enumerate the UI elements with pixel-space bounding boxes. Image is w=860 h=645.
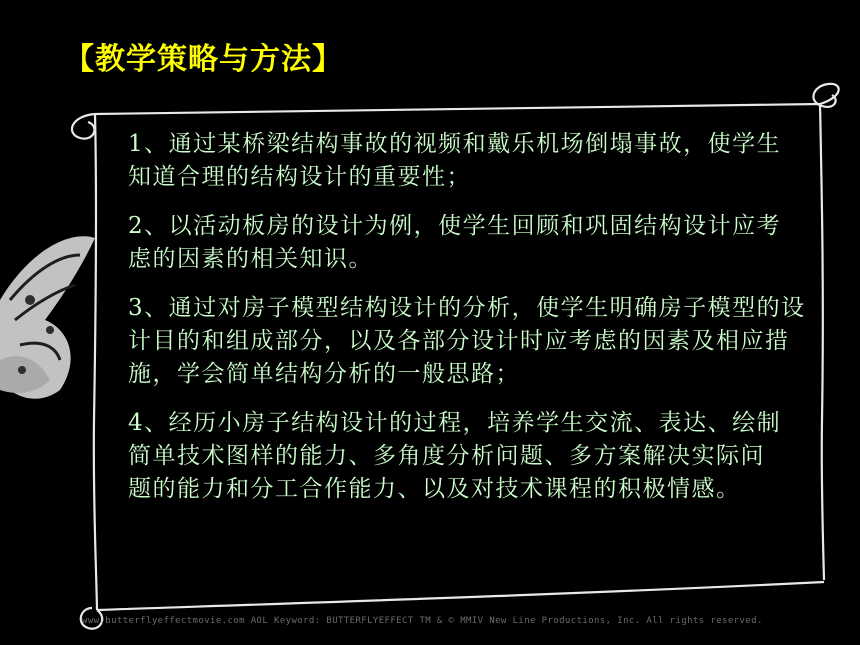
content-area (128, 128, 828, 522)
strategy-item-4: 4、经历小房子结构设计的过程，培养学生交流、表达、绘制简单技术图样的能力、多角度分析问题、多方案解决实际问题的能力和分工合作能力、以及对技术课程的积极情感。 (128, 410, 782, 502)
strategy-item-1: 1、通过某桥梁结构事故的视频和戴乐机场倒塌事故，使学生知道合理的结构设计的重要性； (128, 131, 782, 190)
strategy-item-2: 2、以活动板房的设计为例，使学生回顾和巩固结构设计应考虑的因素的相关知识。 (128, 213, 782, 272)
strategy-item-3: 3、通过对房子模型结构设计的分析，使学生明确房子模型的设计目的和组成部分，以及各部分设计时应考虑的因素及相应措施，学会简单结构分析的一般思路； (128, 295, 806, 387)
copyright-footer: www.butterflyeffectmovie.com AOL Keyword: BUTTERFLYEFFECT TM & © MMIV New Line Productions, Inc. All rights reserved. (82, 616, 763, 626)
page-title: 【教学策略与方法】 (64, 42, 343, 77)
